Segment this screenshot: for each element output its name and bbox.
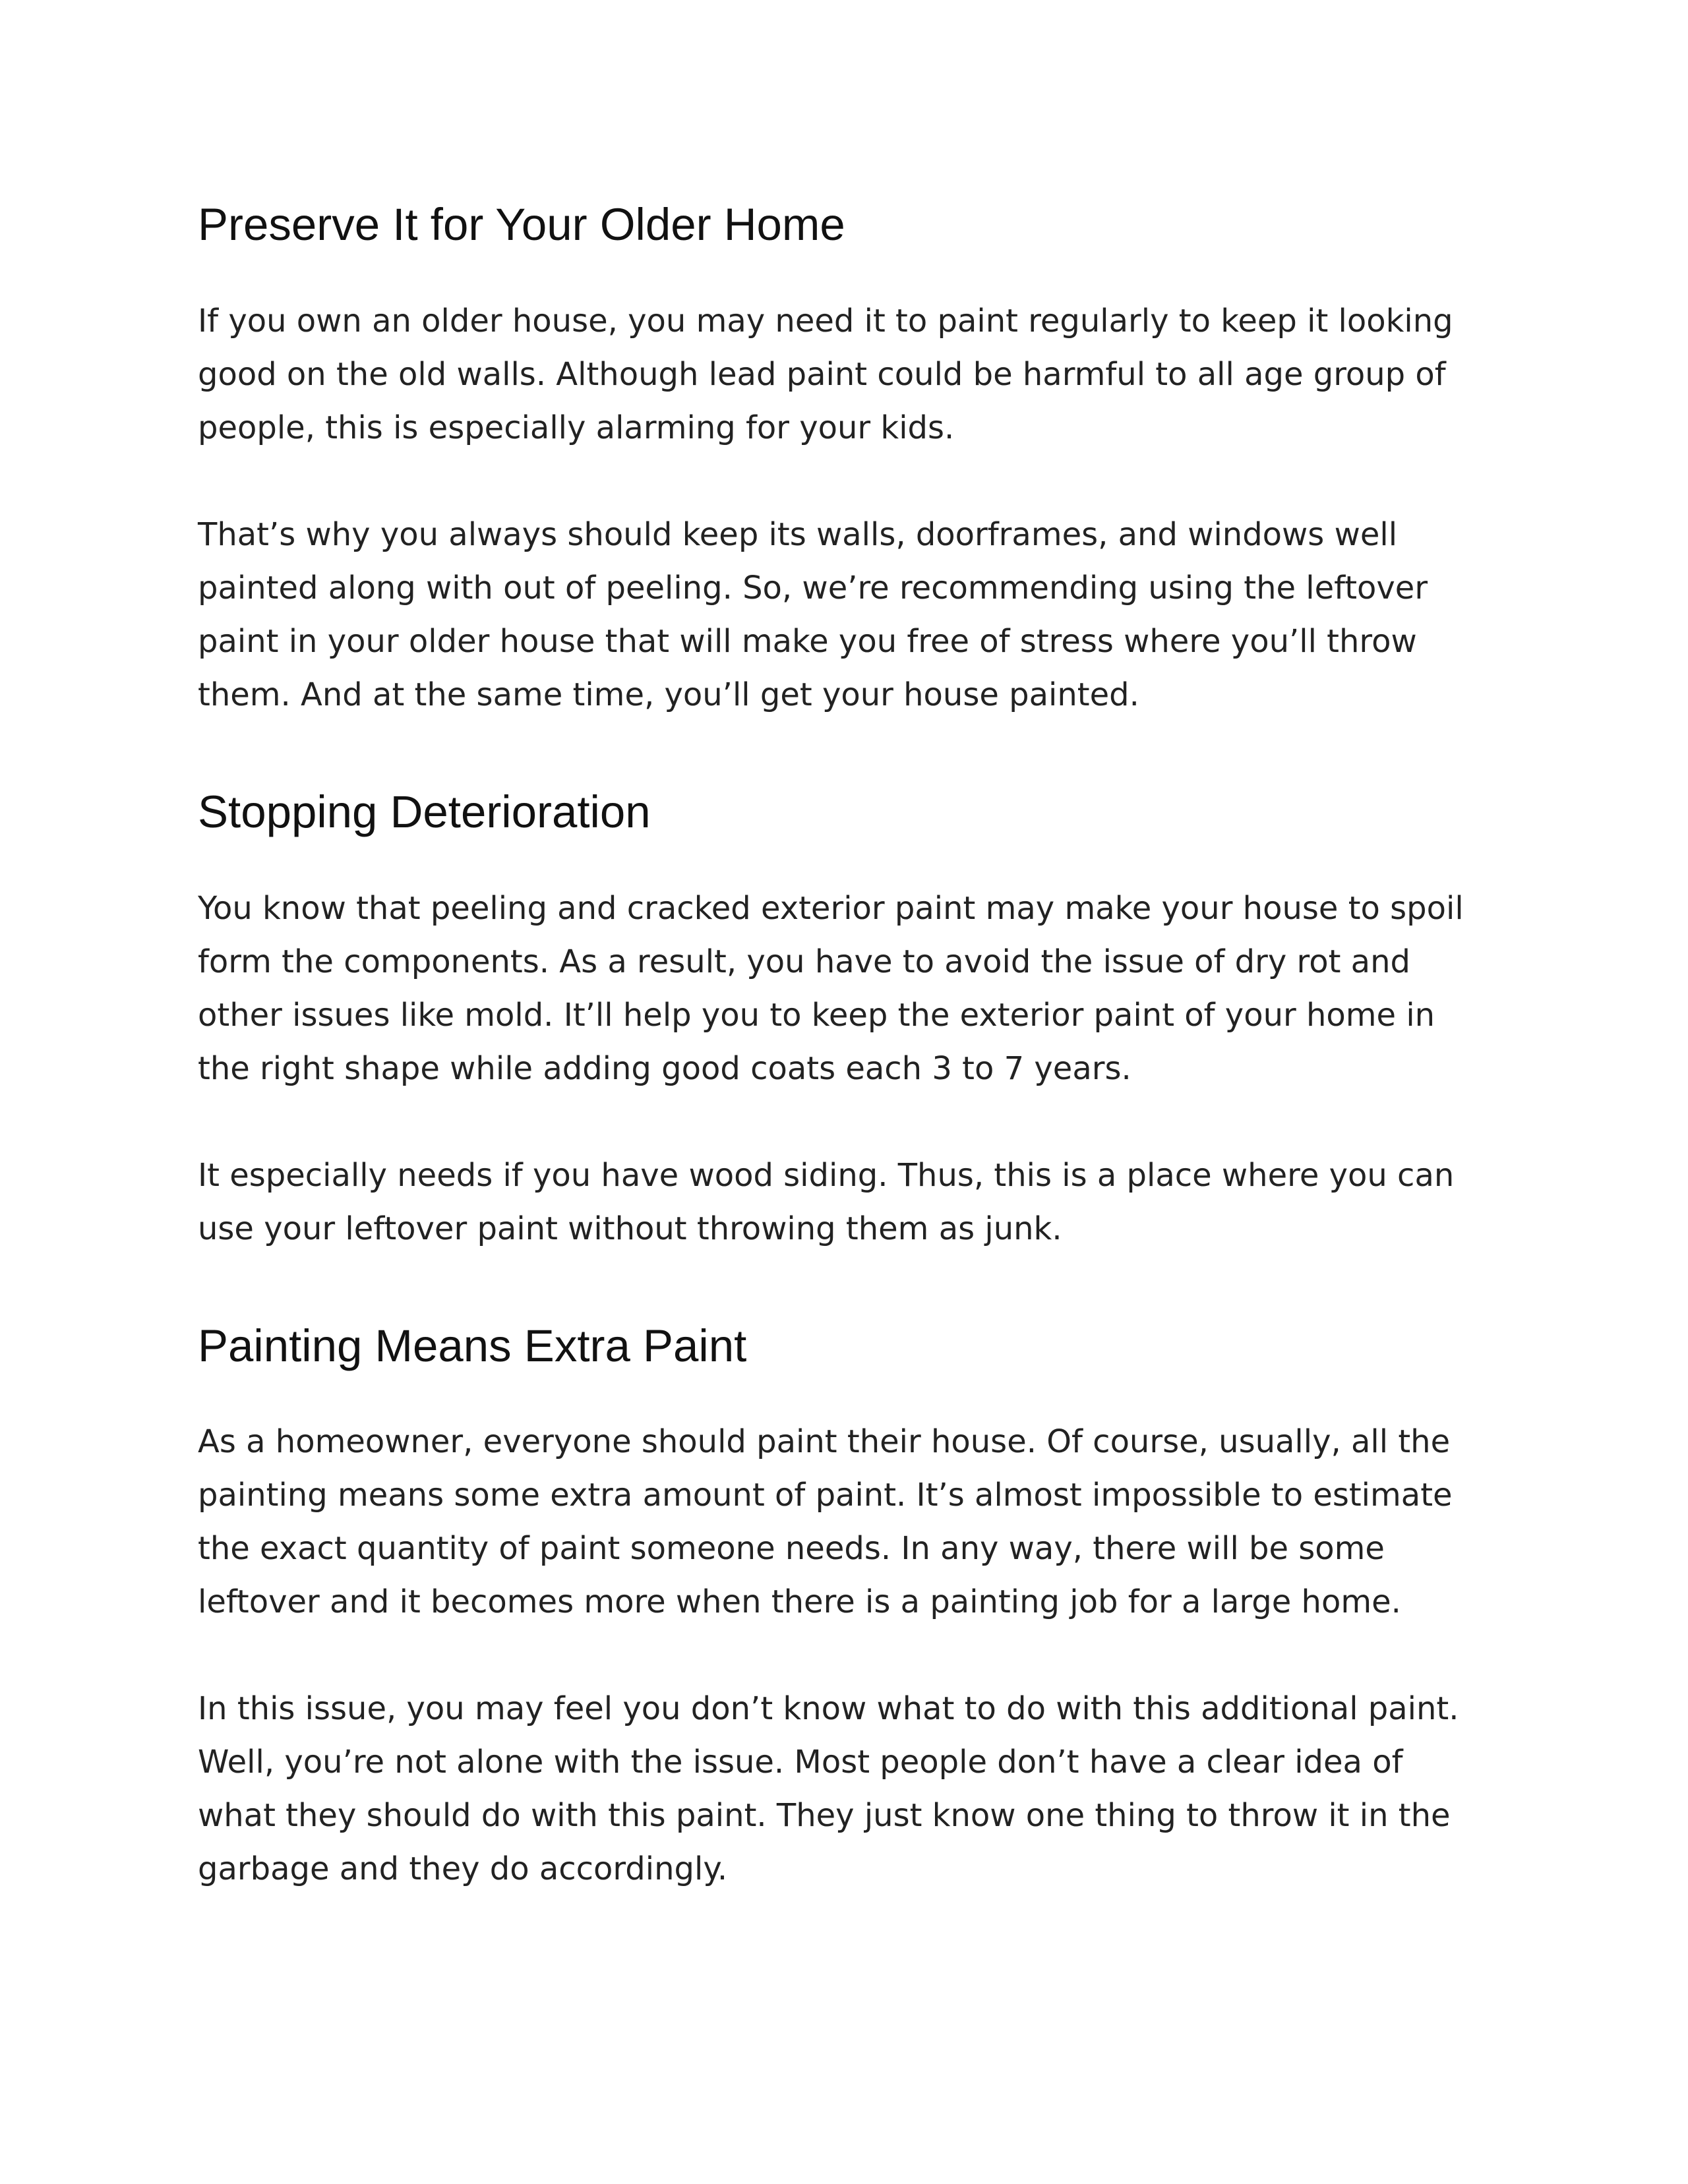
paragraph: You know that peeling and cracked exterior paint may make your house to spoil form the components. As a result, you have to avoid the issue of dry rot and other issues like mold. It’ll help you to keep the exterior paint of your home in the right shape while adding good coats each 3 to 7 years.: [198, 889, 1464, 1087]
section-heading: Stopping Deterioration: [198, 786, 651, 837]
section-heading: Preserve It for Your Older Home: [198, 199, 845, 250]
paragraph: It especially needs if you have wood siding. Thus, this is a place where you can use your leftover paint without throwing them as junk.: [198, 1156, 1455, 1247]
section-preserve-older-home: [198, 198, 1490, 722]
paragraph: That’s why you always should keep its walls, doorframes, and windows well painted along with out of peeling. So, we’re recommending using the leftover paint in your older house that will make you free of stress where you’ll throw them. And at the same time, you’ll get your house painted.: [198, 516, 1428, 713]
section-painting-extra-paint: [198, 1319, 1490, 1897]
section-heading: Painting Means Extra Paint: [198, 1320, 747, 1371]
document-page: [198, 198, 1490, 1896]
paragraph: In this issue, you may feel you don’t know what to do with this additional paint. Well, you’re not alone with the issue. Most people don’t have a clear idea of what they should do with this paint. They just know one thing to throw it in the garbage and they do accordingly.: [198, 1690, 1459, 1888]
paragraph: As a homeowner, everyone should paint their house. Of course, usually, all the painting means some extra amount of paint. It’s almost impossible to estimate the exact quantity of paint someone needs. In any way, there will be some leftover and it becomes more when there is a painting job for a large home.: [198, 1423, 1453, 1621]
paragraph: If you own an older house, you may need it to paint regularly to keep it looking good on the old walls. Although lead paint could be harmful to all age group of people, this is especially alarming for your kids.: [198, 302, 1453, 446]
section-stopping-deterioration: [198, 785, 1490, 1256]
